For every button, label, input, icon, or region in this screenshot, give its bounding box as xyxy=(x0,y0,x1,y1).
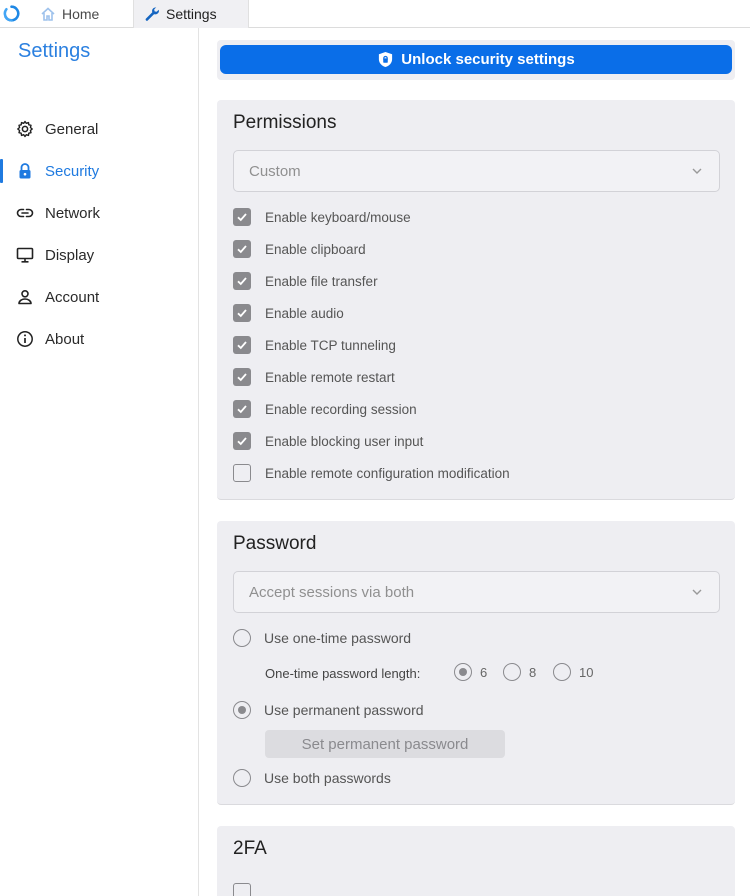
checkbox-checked[interactable] xyxy=(233,208,251,226)
sidebar-item-about[interactable] xyxy=(0,318,199,360)
permissions-card xyxy=(217,100,735,500)
checkbox-label: Enable file transfer xyxy=(265,273,378,289)
checkbox-label: Enable keyboard/mouse xyxy=(265,209,411,225)
monitor-icon xyxy=(16,246,34,264)
checkbox-tcp-tunneling[interactable] xyxy=(233,333,396,357)
length-option-10[interactable] xyxy=(553,663,593,681)
radio-label: Use one-time password xyxy=(264,630,412,646)
checkbox-label: Enable remote restart xyxy=(265,369,395,385)
checkbox-label: Enable audio xyxy=(265,305,344,321)
sidebar-item-label: About xyxy=(45,330,85,348)
sidebar-item-label: Account xyxy=(45,288,100,306)
password-card xyxy=(217,521,735,805)
sidebar-item-label: Security xyxy=(45,162,100,180)
lock-icon xyxy=(16,162,34,180)
sidebar-nav xyxy=(0,108,199,360)
checkbox-unchecked[interactable] xyxy=(233,883,251,896)
sidebar-item-label: Network xyxy=(45,204,101,222)
radio-unselected[interactable] xyxy=(233,629,251,647)
length-option-8[interactable] xyxy=(503,663,536,681)
checkbox-unchecked[interactable] xyxy=(233,464,251,482)
sidebar-item-label: General xyxy=(45,120,99,138)
radio-unselected[interactable] xyxy=(503,663,521,681)
sidebar xyxy=(0,28,199,896)
set-permanent-password-button[interactable] xyxy=(265,730,505,758)
checkbox-file-transfer[interactable] xyxy=(233,269,378,293)
radio-unselected[interactable] xyxy=(553,663,571,681)
checkbox-checked[interactable] xyxy=(233,400,251,418)
checkbox-label: Enable blocking user input xyxy=(265,433,424,449)
checkbox-label: Enable clipboard xyxy=(265,241,366,257)
password-mode-value: Accept sessions via both xyxy=(249,583,415,601)
radio-selected[interactable] xyxy=(454,663,472,681)
checkbox-label: Enable recording session xyxy=(265,401,417,417)
checkbox-remote-restart[interactable] xyxy=(233,365,395,389)
sidebar-item-network[interactable] xyxy=(0,192,199,234)
length-option-label: 10 xyxy=(579,664,594,680)
checkbox-checked[interactable] xyxy=(233,432,251,450)
checkbox-remote-config[interactable] xyxy=(233,461,510,485)
unlock-section xyxy=(217,40,735,80)
sidebar-item-account[interactable] xyxy=(0,276,199,318)
length-option-label: 6 xyxy=(480,664,488,680)
checkbox-twofa[interactable] xyxy=(233,880,265,896)
sidebar-item-general[interactable] xyxy=(0,108,199,150)
chevron-down-icon xyxy=(691,586,703,598)
unlock-security-label: Unlock security settings xyxy=(401,51,575,68)
checkbox-label: Enable TCP tunneling xyxy=(265,337,396,353)
length-option-label: 8 xyxy=(529,664,537,680)
sidebar-item-security[interactable] xyxy=(0,150,199,192)
sidebar-item-label: Display xyxy=(45,246,95,264)
gear-icon xyxy=(16,120,34,138)
radio-label: Use both passwords xyxy=(264,770,391,786)
permissions-mode-select[interactable] xyxy=(233,150,720,192)
home-icon xyxy=(40,6,56,22)
link-icon xyxy=(16,204,34,222)
permissions-mode-value: Custom xyxy=(249,162,301,180)
radio-one-time-password[interactable] xyxy=(233,626,411,650)
checkbox-checked[interactable] xyxy=(233,368,251,386)
sidebar-title: Settings xyxy=(18,40,91,62)
password-mode-select[interactable] xyxy=(233,571,720,613)
password-title: Password xyxy=(233,533,317,554)
radio-both-passwords[interactable] xyxy=(233,766,391,790)
checkbox-checked[interactable] xyxy=(233,304,251,322)
wrench-icon xyxy=(144,6,160,22)
radio-label: Use permanent password xyxy=(264,702,424,718)
radio-permanent-password[interactable] xyxy=(233,698,424,722)
user-icon xyxy=(16,288,34,306)
checkbox-recording-session[interactable] xyxy=(233,397,417,421)
info-icon xyxy=(16,330,34,348)
permissions-title: Permissions xyxy=(233,112,337,133)
checkbox-clipboard[interactable] xyxy=(233,237,366,261)
checkbox-label: Enable remote configuration modification xyxy=(265,465,510,481)
checkbox-keyboard-mouse[interactable] xyxy=(233,205,411,229)
tab-home-label: Home xyxy=(62,6,100,22)
radio-selected[interactable] xyxy=(233,701,251,719)
checkbox-audio[interactable] xyxy=(233,301,344,325)
password-length-label: One-time password length: xyxy=(265,666,421,681)
checkbox-checked[interactable] xyxy=(233,272,251,290)
sidebar-item-display[interactable] xyxy=(0,234,199,276)
shield-icon xyxy=(377,51,394,68)
app-logo-icon xyxy=(3,5,20,22)
tab-home[interactable] xyxy=(40,0,130,28)
checkbox-checked[interactable] xyxy=(233,336,251,354)
main-panel xyxy=(200,28,750,896)
length-option-6[interactable] xyxy=(454,663,487,681)
checkbox-checked[interactable] xyxy=(233,240,251,258)
unlock-security-button[interactable] xyxy=(220,45,732,74)
tab-bar xyxy=(0,0,750,28)
tab-settings[interactable] xyxy=(133,0,249,28)
chevron-down-icon xyxy=(691,165,703,177)
set-permanent-password-label: Set permanent password xyxy=(301,735,469,753)
twofa-title: 2FA xyxy=(233,838,267,859)
tab-settings-label: Settings xyxy=(166,6,217,22)
radio-unselected[interactable] xyxy=(233,769,251,787)
checkbox-blocking-input[interactable] xyxy=(233,429,423,453)
twofa-card xyxy=(217,826,735,896)
